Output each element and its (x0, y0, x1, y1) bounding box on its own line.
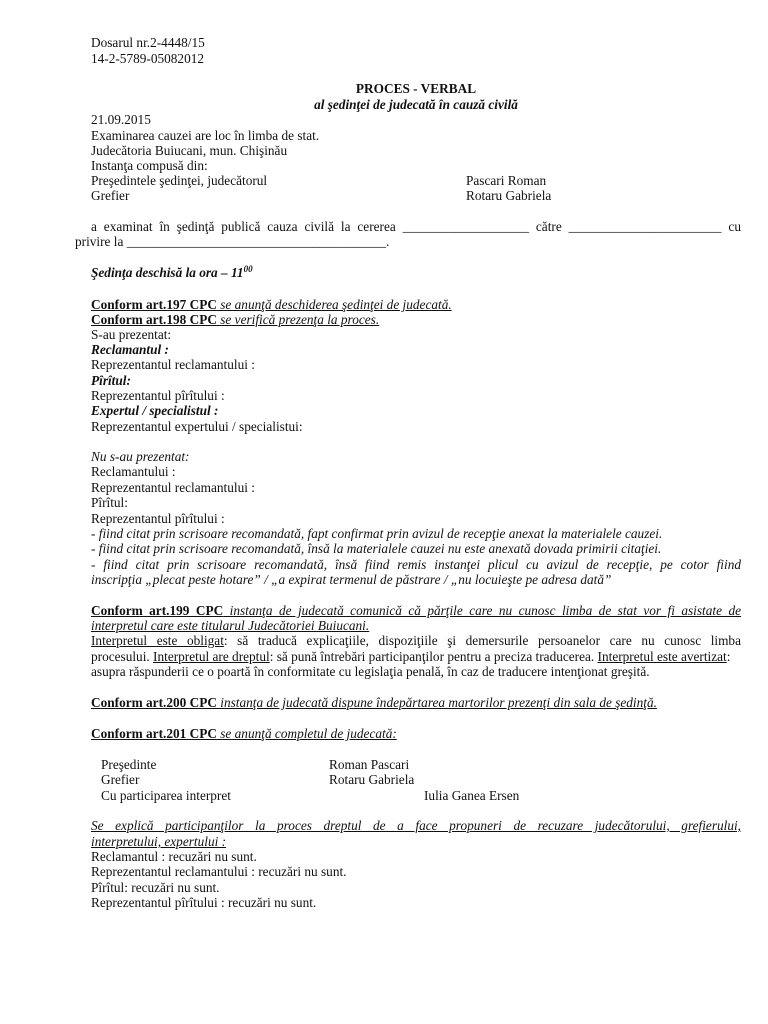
interpreter-warning: asupra răspunderii ce o poartă în conformitate cu legislaţia penală, în caz de traducere intenţionat greşită. (91, 664, 650, 679)
art199-line-1: Conform art.199 CPC instanţa de judecată comunică că părţile care nu cunosc limba de stat vor fi asistate de (91, 603, 741, 618)
recusal-line-2: interpretului, expertului : (91, 834, 227, 849)
recusal-plaintiff-rep: Reprezentantul reclamantului : recuzări nu sunt. (91, 864, 347, 879)
clerk-role: Grefier (91, 188, 130, 203)
art199-line-2: interpretul care este titularul Judecătoriei Buiucani. (91, 618, 370, 633)
claim-line-1: a examinat în şedinţă publică cauza civilă la cererea ___________________ către _______________________ cu (91, 219, 741, 234)
president-name: Pascari Roman (466, 173, 547, 188)
session-opening: Şedinţa deschisă la ora – $11^{00}$ (91, 264, 253, 280)
recusal-defendant-rep: Reprezentantul pîrîtului : recuzări nu sunt. (91, 895, 317, 910)
art197-line: Conform art.197 CPC se anunţă deschiderea şedinţei de judecată. (91, 297, 452, 312)
session-date: 21.09.2015 (91, 112, 151, 127)
panel-president-role: Preşedinte (101, 757, 157, 772)
recusal-defendant: Pîrîtul: recuzări nu sunt. (91, 880, 220, 895)
case-number: Dosarul nr.2-4448/15 (91, 35, 205, 50)
document-title: PROCES - VERBAL (355, 81, 477, 96)
present-expert: Expertul / specialistul : (91, 403, 219, 418)
art201-line: Conform art.201 CPC se anunţă completul de judecată: (91, 726, 397, 741)
president-role: Preşedintele şedinţei, judecătorul (91, 173, 268, 188)
present-expert-rep: Reprezentantul expertului / specialistui: (91, 419, 303, 434)
claim-line-2: privire la _______________________________________. (75, 234, 390, 249)
court-name: Judecătoria Buiucani, mun. Chişinău (91, 143, 288, 158)
absent-plaintiff-rep: Reprezentantul reclamantului : (91, 480, 255, 495)
present-defendant: Pîrîtul: (91, 373, 131, 388)
present-plaintiff: Reclamantul : (91, 342, 169, 357)
language-statement: Examinarea cauzei are loc în limba de stat. (91, 128, 320, 143)
panel-interpreter-name: Iulia Ganea Ersen (424, 788, 520, 803)
present-plaintiff-rep: Reprezentantul reclamantului : (91, 357, 255, 372)
art200-line: Conform art.200 CPC instanţa de judecată dispune îndepărtarea martorilor prezenţi din sala de şedinţă. (91, 695, 657, 710)
recusal-line-1: Se explică participanţilor la proces dreptul de a face propuneri de recuzare judecătorului, grefierului, (91, 818, 741, 833)
interpreter-rights: procesului. Interpretul are dreptul: să pună întrebări participanţilor pentru a preciza traducerea. Interpretul este avertizat: (91, 649, 731, 664)
absent-defendant: Pîrîtul: (91, 495, 128, 510)
present-defendant-rep: Reprezentantul pîrîtului : (91, 388, 225, 403)
absent-defendant-rep: Reprezentantul pîrîtului : (91, 511, 225, 526)
panel-president-name: Roman Pascari (329, 757, 410, 772)
panel-clerk-name: Rotaru Gabriela (329, 772, 415, 787)
absent-note-2: - fiind citat prin scrisoare recomandată, însă la materialele cauzei nu este anexată dovada primirii citaţiei. (91, 541, 662, 556)
clerk-name: Rotaru Gabriela (466, 188, 552, 203)
panel-interpreter-role: Cu participarea interpret (101, 788, 231, 803)
interpreter-obligations: Interpretul este obligat: să traducă explicaţiile, dispoziţiile şi demersurile persoanelor care nu cunosc limba (91, 633, 741, 648)
case-code: 14-2-5789-05082012 (91, 51, 205, 66)
absent-note-1: - fiind citat prin scrisoare recomandată, fapt confirmat prin avizul de recepţie anexat la materialele cauzei. (91, 526, 663, 541)
present-heading: S-au prezentat: (91, 327, 172, 342)
absent-note-3a: - fiind citat prin scrisoare recomandată, însă fiind remis instanţei plicul cu avizul de recepţie, pe cotor fiind (91, 557, 741, 572)
recusal-plaintiff: Reclamantul : recuzări nu sunt. (91, 849, 257, 864)
document-subtitle: al şedinţei de judecată în cauză civilă (314, 97, 518, 112)
panel-clerk-role: Grefier (101, 772, 140, 787)
absent-note-3b: inscripţia „plecat peste hotare” / „a expirat termenul de păstrare / „nu locuieşte pe adresa dată” (91, 572, 612, 587)
absent-plaintiff: Reclamantului : (91, 464, 176, 479)
court-composition-label: Instanţa compusă din: (91, 158, 208, 173)
absent-heading: Nu s-au prezentat: (91, 449, 190, 464)
art198-line: Conform art.198 CPC se verifică prezenţa la proces. (91, 312, 380, 327)
